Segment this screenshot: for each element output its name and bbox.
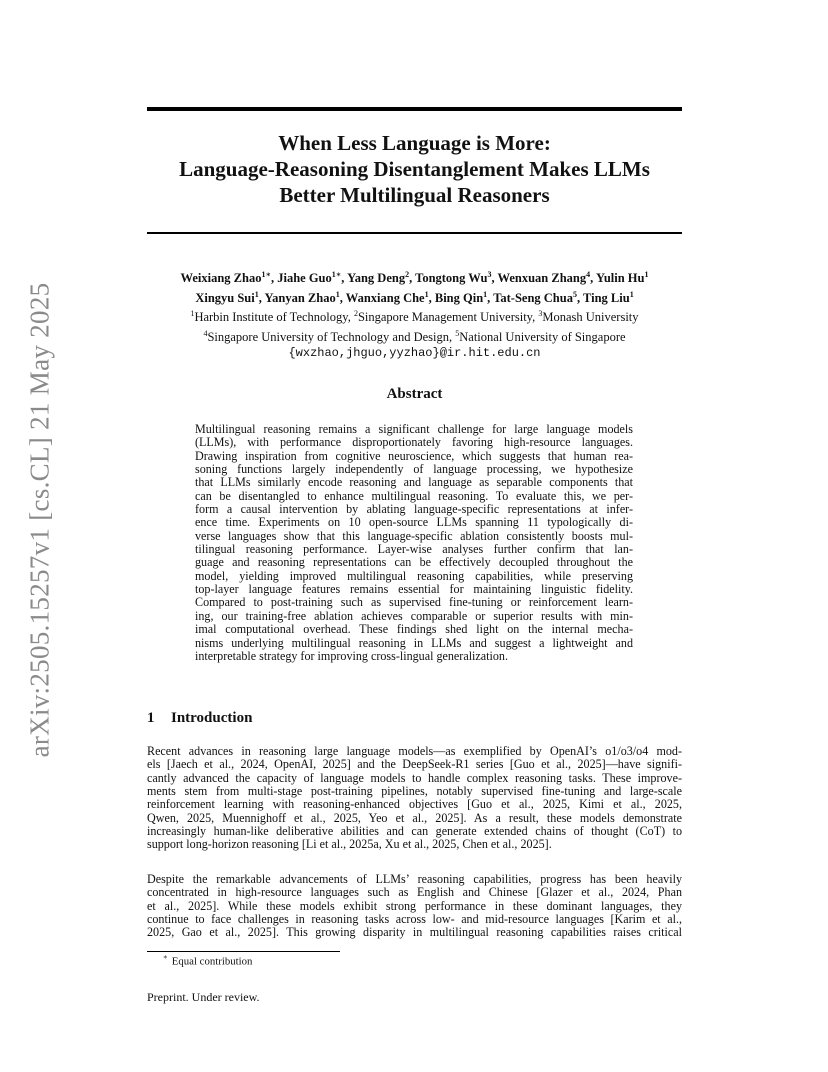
arxiv-stamp-text: arXiv:2505.15257v1 [cs.CL] 21 May 2025: [24, 282, 55, 758]
name-text: Harbin Institute of Technology: [194, 310, 348, 325]
paragraph-line: Qwen, 2025, Muennighoff et al., 2025, Yeo et al., 2025]. As a result, these models demonstrate: [147, 810, 682, 825]
abstract-line: ing, our training-free ablation achieves comparable or superior results with min-: [195, 608, 633, 623]
name-text: Jiahe Guo: [277, 271, 332, 286]
abstract-line: nisms underlying multilingual reasoning in LLMs and suggest a lightweight and: [195, 635, 633, 650]
footnote: [163, 954, 252, 968]
name-text: Tat-Seng Chua: [493, 290, 573, 305]
intro-paragraph-2: [147, 873, 682, 940]
paragraph-line: Despite the remarkable advancements of LLMs’ reasoning capabilities, progress has been heavily: [147, 872, 682, 886]
name-text: Monash University: [542, 310, 639, 325]
author-line-1: Weixiang Zhao$^{1∗}$, Jiahe Guo$^{1∗}$, Yang Deng$^2$, Tongtong Wu$^3$, Wenxuan Zhang$^4$, Yulin Hu$^1$: [180, 270, 649, 286]
affiliation: [190, 310, 347, 324]
name-text: Wenxuan Zhang: [497, 271, 587, 286]
abstract-line: interpretable strategy for improving cross-lingual generalization.: [195, 648, 508, 663]
abstract-line: verse languages show that this language-specific ablation consistently boosts mul-: [195, 528, 633, 543]
superscript-mark: 3: [538, 309, 543, 319]
abstract-line: form a causal intervention by ablating language-specific representations at infer-: [195, 502, 633, 517]
name-text: Ting Liu: [583, 290, 630, 305]
superscript-mark: 4: [586, 270, 591, 279]
paper-title: [147, 130, 682, 208]
abstract-body: [195, 423, 633, 663]
footnote-mark: ∗: [163, 953, 168, 961]
superscript-mark: 1: [483, 289, 488, 299]
title-line: Language-Reasoning Disentanglement Makes LLMs: [179, 157, 650, 181]
abstract-heading: Abstract: [386, 386, 443, 402]
abstract-line: tilingual reasoning performance. Layer-wise analyses further confirm that lan-: [195, 542, 633, 557]
paragraph-line: cantly advanced the capacity of language models to handle complex reasoning tasks. These improve-: [147, 770, 682, 785]
name-text: Weixiang Zhao: [180, 271, 262, 286]
author-name: [498, 271, 591, 285]
superscript-mark: 2: [353, 309, 358, 319]
paragraph-line: reinforcement learning with reasoning-enhanced objectives [Guo et al., 2025, Kimi et al., 2025,: [147, 797, 682, 812]
superscript-mark: 1: [629, 289, 634, 299]
superscript-mark: 1: [335, 289, 340, 299]
abstract-line: can be disentangled to enhance multilingual reasoning. To evaluate this, we per-: [195, 488, 633, 503]
paragraph-line: 2025, Gao et al., 2025]. This growing disparity in multilingual reasoning capabilities raises critical: [147, 925, 682, 940]
author-name: [195, 291, 258, 305]
superscript-mark: 1: [254, 289, 259, 299]
superscript-mark: 1: [424, 289, 429, 299]
author-name: [415, 271, 491, 285]
affiliation: [538, 310, 638, 324]
footer-note: Preprint. Under review.: [147, 990, 260, 1004]
paragraph-line: et al., 2025]. While these models exhibit strong performance in these dominant languages, they: [147, 898, 682, 913]
author-name: [181, 271, 271, 285]
section-title: Introduction: [171, 710, 253, 726]
author-name: [493, 291, 577, 305]
name-text: Yang Deng: [347, 271, 406, 286]
affiliation-line-2: $^4$Singapore University of Technology and Design, $^5$National University of Singapore: [203, 328, 626, 345]
superscript-mark: 5: [455, 328, 460, 338]
abstract-line: model, yielding improved multilingual reasoning capabilities, while preserving: [195, 568, 633, 583]
intro-paragraph-1: [147, 745, 682, 852]
name-text: Wanxiang Che: [345, 290, 425, 305]
superscript-mark: 3: [487, 270, 492, 279]
abstract-line: guage and reasoning representations can be effectively decoupled throughout the: [195, 555, 633, 570]
title-rule-bottom: [147, 232, 682, 234]
superscript-mark: 1∗: [261, 270, 271, 279]
author-line-2: Xingyu Sui$^1$, Yanyan Zhao$^1$, Wanxiang Che$^1$, Bing Qin$^1$, Tat-Seng Chua$^5$, Ting Liu$^1$: [195, 289, 634, 305]
abstract-line: top-layer language features remains essential for maintaining linguistic fidelity.: [195, 582, 633, 597]
author-block: [147, 267, 682, 361]
paragraph-line: els [Jaech et al., 2024, OpenAI, 2025] and the DeepSeek-R1 series [Guo et al., 2025]—have signifi-: [147, 757, 682, 772]
name-text: Tongtong Wu: [415, 271, 488, 286]
author-email: {wxzhao,jhguo,yyzhao}@ir.hit.edu.cn: [288, 345, 541, 360]
abstract-line: Compared to post-training such as supervised fine-tuning or reinforcement learn-: [195, 595, 633, 610]
paragraph-line: continue to face challenges in reasoning tasks across low- and mid-resource languages [Karim et al.,: [147, 912, 682, 927]
title-line: Better Multilingual Reasoners: [279, 183, 550, 207]
title-rule-top: [147, 107, 682, 111]
paragraph-line: increasingly human-like deliberative abilities and can generate extended chains of thought (CoT) to: [147, 824, 682, 839]
abstract-line: Drawing inspiration from cognitive neuroscience, which suggests that human rea-: [195, 448, 633, 463]
author-name: [277, 271, 341, 285]
footnote-text: Equal contribution: [171, 955, 253, 968]
paragraph-line: concentrated in high-resource languages such as English and Chinese [Glazer et al., 2024, Phan: [147, 885, 682, 900]
author-name: [583, 291, 634, 305]
name-text: National University of Singapore: [459, 330, 626, 345]
affiliation: [203, 330, 449, 344]
section-heading-introduction: [147, 710, 682, 727]
abstract-line: that LLMs similarly encode reasoning and language as separable components that: [195, 475, 633, 490]
abstract-line: ence time. Experiments on 10 open-source LLMs spanning 11 typologically di-: [195, 515, 633, 530]
paragraph-line: Recent advances in reasoning large language models—as exemplified by OpenAI’s o1/o3/o4 mod-: [147, 744, 682, 758]
abstract-line: soning functions largely independently of language processing, we hypothesize: [195, 462, 633, 477]
author-name: [435, 291, 487, 305]
abstract-line: Multilingual reasoning remains a significant challenge for large language models: [195, 422, 633, 436]
paragraph-line: support long-horizon reasoning [Li et al., 2025a, Xu et al., 2025, Chen et al., 2025].: [147, 837, 552, 852]
superscript-mark: 2: [405, 270, 410, 279]
author-name: [347, 271, 409, 285]
affiliation: [354, 310, 532, 324]
footnote-rule: [147, 951, 340, 952]
superscript-mark: 1: [190, 309, 195, 319]
author-name: [265, 291, 340, 305]
name-text: Singapore University of Technology and Design: [207, 330, 449, 345]
section-number: 1: [147, 710, 155, 726]
superscript-mark: 4: [203, 328, 208, 338]
abstract-line: imal computational overhead. These findings shed light on the internal mecha-: [195, 622, 633, 637]
superscript-mark: 1: [644, 270, 649, 279]
name-text: Xingyu Sui: [195, 290, 255, 305]
author-name: [596, 271, 649, 285]
author-name: [346, 291, 429, 305]
abstract-line: (LLMs), with performance disproportionately favoring high-resource languages.: [195, 435, 633, 450]
paragraph-line: ments stem from multi-stage post-training pipelines, notably supervised fine-tuning and large-scale: [147, 784, 682, 799]
superscript-mark: 1∗: [331, 270, 342, 279]
name-text: Yulin Hu: [595, 271, 645, 286]
title-line: When Less Language is More:: [278, 131, 551, 155]
affiliation: [455, 330, 625, 344]
affiliation-line-1: $^1$Harbin Institute of Technology, $^2$Singapore Management University, $^3$Monash University: [190, 309, 639, 325]
name-text: Yanyan Zhao: [264, 290, 336, 305]
name-text: Bing Qin: [434, 290, 484, 305]
superscript-mark: 5: [572, 289, 577, 299]
name-text: Singapore Management University: [357, 310, 533, 325]
